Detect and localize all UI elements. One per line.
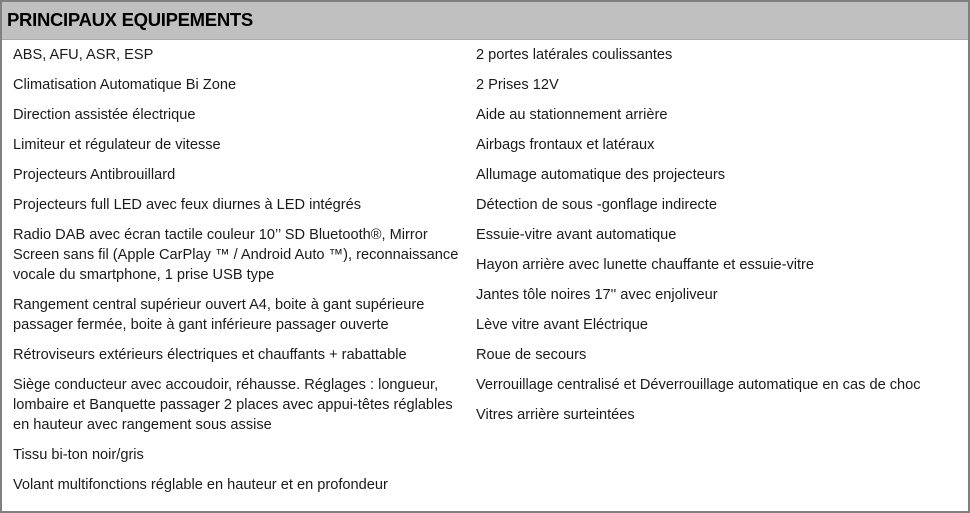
list-item: Climatisation Automatique Bi Zone: [13, 77, 237, 93]
list-item: Airbags frontaux et latéraux: [476, 137, 655, 153]
list-item: Rangement central supérieur ouvert A4, boite à gant supérieure passager fermée, boite à gant inférieure passager ouverte: [13, 297, 425, 333]
list-item: Limiteur et régulateur de vitesse: [13, 137, 221, 153]
list-item: Aide au stationnement arrière: [476, 107, 668, 123]
list-item: Projecteurs full LED avec feux diurnes à LED intégrés: [13, 197, 361, 213]
equipment-list-left: [13, 40, 468, 500]
equipment-list-right: [476, 40, 966, 430]
list-item: 2 portes latérales coulissantes: [476, 47, 673, 63]
list-item: Projecteurs Antibrouillard: [13, 167, 176, 183]
list-item: Détection de sous -gonflage indirecte: [476, 197, 717, 213]
list-item: Radio DAB avec écran tactile couleur 10’’ SD Bluetooth®, Mirror Screen sans fil (Apple CarPlay ™ / Android Auto ™), reconnaissance vocale du smartphone, 1 prise USB type: [13, 227, 459, 283]
list-item: Verrouillage centralisé et Déverrouillage automatique en cas de choc: [476, 377, 921, 393]
table-header: [2, 2, 968, 40]
list-item: Vitres arrière surteintées: [476, 407, 635, 423]
list-item: Hayon arrière avec lunette chauffante et essuie-vitre: [476, 257, 815, 273]
header-title: PRINCIPAUX EQUIPEMENTS: [7, 9, 253, 30]
list-item: Allumage automatique des projecteurs: [476, 167, 726, 183]
list-item: Volant multifonctions réglable en hauteur et en profondeur: [13, 477, 388, 493]
list-item: Lève vitre avant Eléctrique: [476, 317, 648, 333]
list-item: Roue de secours: [476, 347, 587, 363]
list-item: Siège conducteur avec accoudoir, réhausse. Réglages : longueur, lombaire et Banquette passager 2 places avec appui-têtes réglables en hauteur avec rangement sous assise: [13, 377, 453, 433]
list-item: 2 Prises 12V: [476, 77, 559, 93]
list-item: Jantes tôle noires 17'' avec enjoliveur: [476, 287, 718, 303]
list-item: Direction assistée électrique: [13, 107, 196, 123]
list-item: Tissu bi-ton noir/gris: [13, 447, 144, 463]
list-item: Rétroviseurs extérieurs électriques et chauffants + rabattable: [13, 347, 407, 363]
list-item: Essuie-vitre avant automatique: [476, 227, 677, 243]
list-item: ABS, AFU, ASR, ESP: [13, 47, 154, 63]
